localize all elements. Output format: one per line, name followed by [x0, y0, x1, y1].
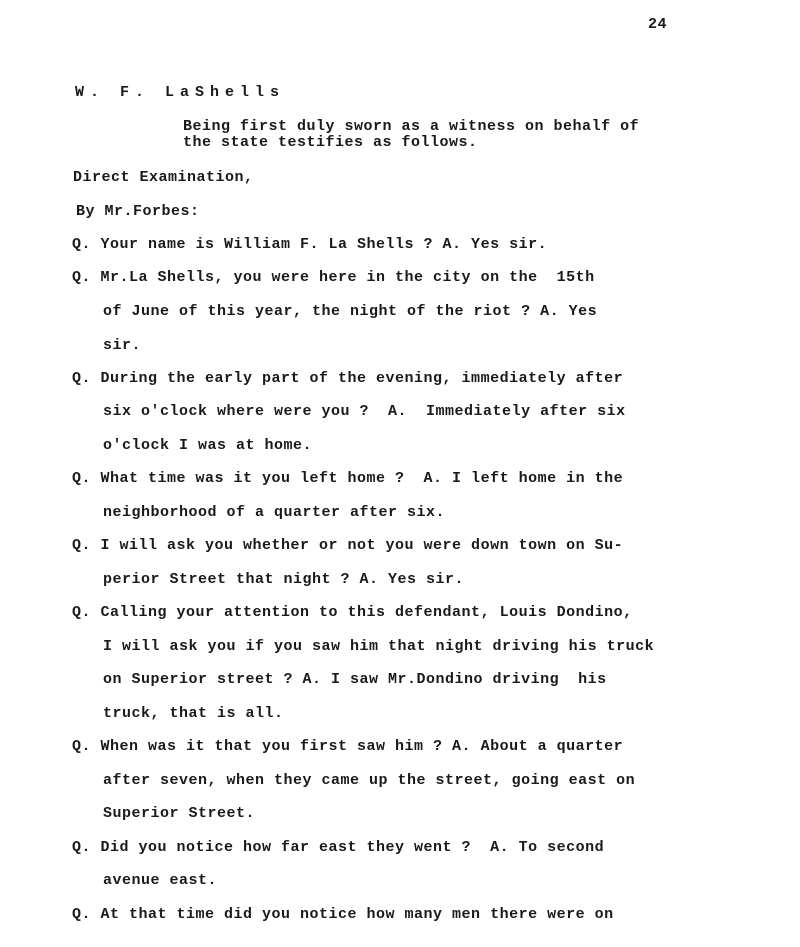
testimony-line: Q. During the early part of the evening, immediately after	[72, 370, 624, 387]
testimony-line: avenue east.	[103, 872, 218, 889]
testimony-line: Q. Calling your attention to this defendant, Louis Dondino,	[72, 604, 633, 621]
testimony-line: on Superior street ? A. I saw Mr.Dondino driving his	[103, 671, 607, 688]
testimony-line: perior Street that night ? A. Yes sir.	[103, 571, 465, 588]
testimony-line: Q. Did you notice how far east they went ? A. To second	[72, 839, 605, 856]
testimony-line: Q. At that time did you notice how many men there were on	[72, 906, 614, 923]
testimony-line: after seven, when they came up the street, going east on	[103, 772, 636, 789]
sworn-statement-line-2: the state testifies as follows.	[183, 134, 478, 151]
testimony-line: Q. Your name is William F. La Shells ? A. Yes sir.	[72, 236, 548, 253]
testimony-line: truck, that is all.	[103, 705, 284, 722]
testimony-line: Q. I will ask you whether or not you were down town on Su-	[72, 537, 624, 554]
testimony-line: Q. When was it that you first saw him ? A. About a quarter	[72, 738, 624, 755]
testimony-line: I will ask you if you saw him that night driving his truck	[103, 638, 655, 655]
witness-name: W. F. LaShells	[75, 84, 286, 101]
examining-attorney: By Mr.Forbes:	[76, 203, 200, 220]
page-number: 24	[648, 16, 668, 33]
testimony-line: Q. Mr.La Shells, you were here in the city on the 15th	[72, 269, 595, 286]
testimony-line: of June of this year, the night of the riot ? A. Yes	[103, 303, 598, 320]
testimony-line: Superior Street.	[103, 805, 256, 822]
testimony-line: sir.	[103, 337, 142, 354]
sworn-statement-line-1: Being first duly sworn as a witness on behalf of	[183, 118, 640, 135]
testimony-line: o'clock I was at home.	[103, 437, 313, 454]
testimony-line: six o'clock where were you ? A. Immediately after six	[103, 403, 626, 420]
testimony-line: Q. What time was it you left home ? A. I left home in the	[72, 470, 624, 487]
testimony-line: neighborhood of a quarter after six.	[103, 504, 446, 521]
examination-heading: Direct Examination,	[73, 169, 254, 186]
